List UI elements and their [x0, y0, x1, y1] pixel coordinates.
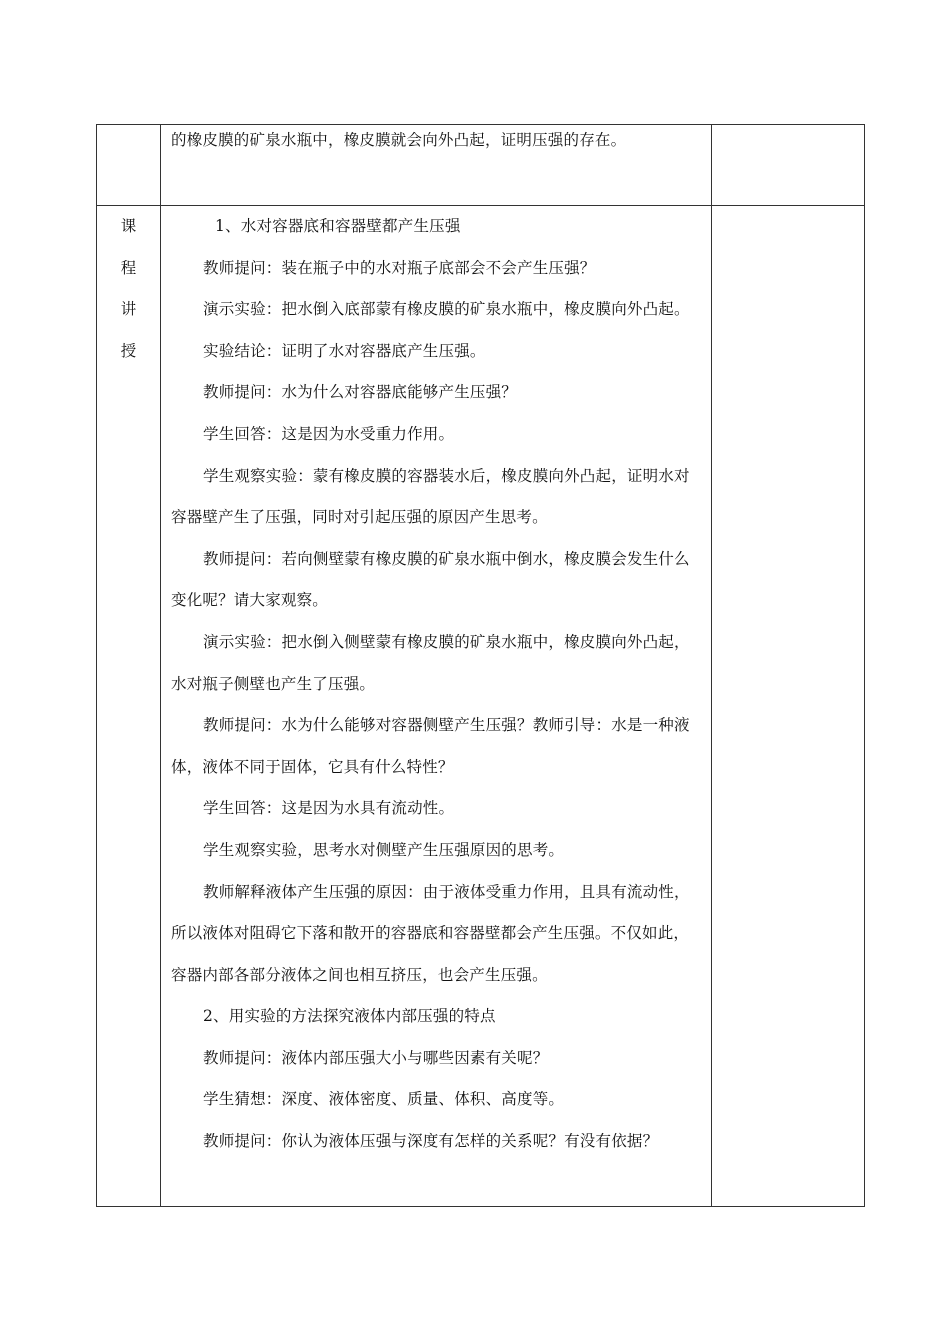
paragraph: 教师提问：若向侧壁蒙有橡皮膜的矿泉水瓶中倒水，橡皮膜会发生什么变化呢？请大家观察。 — [171, 549, 690, 610]
table-row — [97, 206, 865, 1207]
paragraph: 学生回答：这是因为水受重力作用。 — [203, 424, 455, 443]
section-heading: 1、水对容器底和容器壁都产生压强 — [215, 217, 461, 235]
lesson-content — [161, 206, 711, 1163]
paragraph: 演示实验：把水倒入底部蒙有橡皮膜的矿泉水瓶中，橡皮膜向外凸起。 — [203, 300, 690, 319]
paragraph: 学生观察实验，思考水对侧壁产生压强原因的思考。 — [203, 840, 565, 859]
paragraph: 教师提问：水为什么对容器底能够产生压强？ — [203, 383, 518, 402]
section-heading: 2、用实验的方法探究液体内部压强的特点 — [203, 1007, 496, 1026]
left-cell-empty — [97, 125, 161, 206]
notes-cell-top — [712, 125, 865, 206]
section-label-cell — [97, 206, 161, 1207]
section-label-char: 授 — [120, 341, 137, 360]
paragraph: 教师提问：水为什么能够对容器侧壁产生压强？教师引导：水是一种液体，液体不同于固体，它具有什么特性？ — [171, 716, 690, 776]
section-label-char: 讲 — [120, 300, 137, 319]
paragraph: 教师提问：液体内部压强大小与哪些因素有关呢？ — [203, 1048, 549, 1067]
section-label — [97, 206, 160, 372]
table-row — [97, 125, 865, 206]
notes-cell-main — [712, 206, 865, 1207]
content-cell-main — [161, 206, 712, 1207]
paragraph: 教师提问：你认为液体压强与深度有怎样的关系呢？有没有依据？ — [203, 1132, 659, 1151]
paragraph: 学生观察实验：蒙有橡皮膜的容器装水后，橡皮膜向外凸起，证明水对容器壁产生了压强，同时对引起压强的原因产生思考。 — [171, 466, 690, 527]
paragraph: 教师提问：装在瓶子中的水对瓶子底部会不会产生压强？ — [203, 258, 596, 277]
section-label-char: 程 — [120, 258, 137, 277]
paragraph: 学生回答：这是因为水具有流动性。 — [203, 799, 455, 818]
lesson-table — [96, 124, 865, 1207]
paragraph: 教师解释液体产生压强的原因：由于液体受重力作用，且具有流动性，所以液体对阻碍它下落和散开的容器底和容器壁都会产生压强。不仅如此，容器内部各部分液体之间也相互挤压，也会产生压强。 — [171, 882, 690, 984]
paragraph: 实验结论：证明了水对容器底产生压强。 — [203, 341, 486, 360]
paragraph: 演示实验：把水倒入侧壁蒙有橡皮膜的矿泉水瓶中，橡皮膜向外凸起，水对瓶子侧壁也产生了压强。 — [171, 632, 690, 693]
paragraph: 学生猜想：深度、液体密度、质量、体积、高度等。 — [203, 1090, 565, 1109]
continued-paragraph: 的橡皮膜的矿泉水瓶中，橡皮膜就会向外凸起，证明压强的存在。 — [171, 131, 627, 149]
section-label-char: 课 — [120, 217, 137, 235]
content-cell-top — [161, 125, 712, 206]
